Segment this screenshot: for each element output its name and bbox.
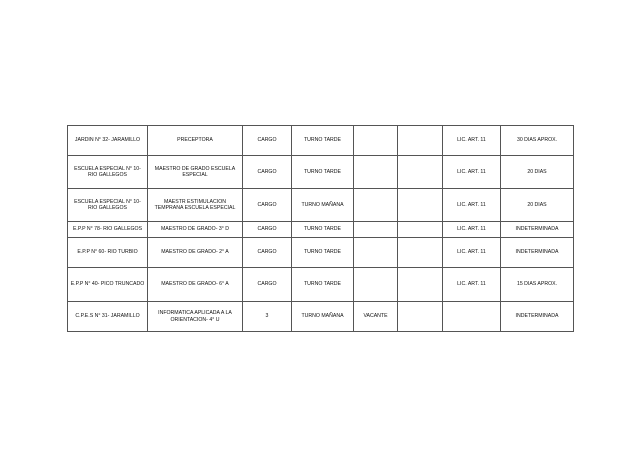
position-cell: MAESTRO DE GRADO- 6° A [148, 268, 243, 302]
reason-cell: LIC. ART. 11 [443, 268, 501, 302]
shift-cell: TURNO TARDE [292, 222, 354, 238]
extra-cell [398, 222, 443, 238]
table-row [68, 238, 574, 268]
extra-cell [398, 156, 443, 189]
school-cell: E.P.P N° 40- PICO TRUNCADO [68, 268, 148, 302]
type-cell: CARGO [243, 222, 292, 238]
duration-cell: 15 DIAS APROX. [501, 268, 574, 302]
reason-cell: LIC. ART. 11 [443, 222, 501, 238]
reason-cell: LIC. ART. 11 [443, 156, 501, 189]
table-row [68, 126, 574, 156]
status-cell: VACANTE [354, 302, 398, 332]
shift-cell: TURNO MAÑANA [292, 189, 354, 222]
table-row [68, 222, 574, 238]
school-cell: JARDIN N° 32- JARAMILLO [68, 126, 148, 156]
shift-cell: TURNO MAÑANA [292, 302, 354, 332]
status-cell [354, 189, 398, 222]
position-cell: PRECEPTORA [148, 126, 243, 156]
reason-cell: LIC. ART. 11 [443, 189, 501, 222]
type-cell: 3 [243, 302, 292, 332]
type-cell: CARGO [243, 268, 292, 302]
position-cell: INFORMATICA APLICADA A LA ORIENTACION- 4° U [148, 302, 243, 332]
table-row [68, 156, 574, 189]
duration-cell: 20 DIAS [501, 156, 574, 189]
type-cell: CARGO [243, 238, 292, 268]
position-cell: MAESTRO DE GRADO- 2° A [148, 238, 243, 268]
school-cell: ESCUELA ESPECIAL N° 10- RIO GALLEGOS [68, 189, 148, 222]
duration-cell: INDETERMINADA [501, 222, 574, 238]
extra-cell [398, 302, 443, 332]
duration-cell: INDETERMINADA [501, 238, 574, 268]
reason-cell: LIC. ART. 11 [443, 238, 501, 268]
shift-cell: TURNO TARDE [292, 238, 354, 268]
status-cell [354, 156, 398, 189]
type-cell: CARGO [243, 126, 292, 156]
status-cell [354, 126, 398, 156]
status-cell [354, 238, 398, 268]
type-cell: CARGO [243, 189, 292, 222]
extra-cell [398, 268, 443, 302]
position-cell: MAESTR ESTIMULACION TEMPRANA ESCUELA ESPECIAL [148, 189, 243, 222]
shift-cell: TURNO TARDE [292, 156, 354, 189]
status-cell [354, 222, 398, 238]
school-cell: C.P.E.S N° 31- JARAMILLO [68, 302, 148, 332]
school-cell: ESCUELA ESPECIAL N° 10- RIO GALLEGOS [68, 156, 148, 189]
reason-cell: LIC. ART. 11 [443, 126, 501, 156]
shift-cell: TURNO TARDE [292, 126, 354, 156]
duration-cell: INDETERMINADA [501, 302, 574, 332]
shift-cell: TURNO TARDE [292, 268, 354, 302]
table-row [68, 268, 574, 302]
type-cell: CARGO [243, 156, 292, 189]
position-cell: MAESTRO DE GRADO- 3° D [148, 222, 243, 238]
position-cell: MAESTRO DE GRADO ESCUELA ESPECIAL [148, 156, 243, 189]
duration-cell: 20 DIAS [501, 189, 574, 222]
reason-cell [443, 302, 501, 332]
school-cell: E.P.P N° 78- RIO GALLEGOS [68, 222, 148, 238]
duration-cell: 30 DIAS APROX. [501, 126, 574, 156]
table-row [68, 189, 574, 222]
school-cell: E.P.P N° 60- RIO TURBIO [68, 238, 148, 268]
status-cell [354, 268, 398, 302]
extra-cell [398, 189, 443, 222]
extra-cell [398, 126, 443, 156]
extra-cell [398, 238, 443, 268]
table-row [68, 302, 574, 332]
vacancies-table [67, 125, 574, 332]
